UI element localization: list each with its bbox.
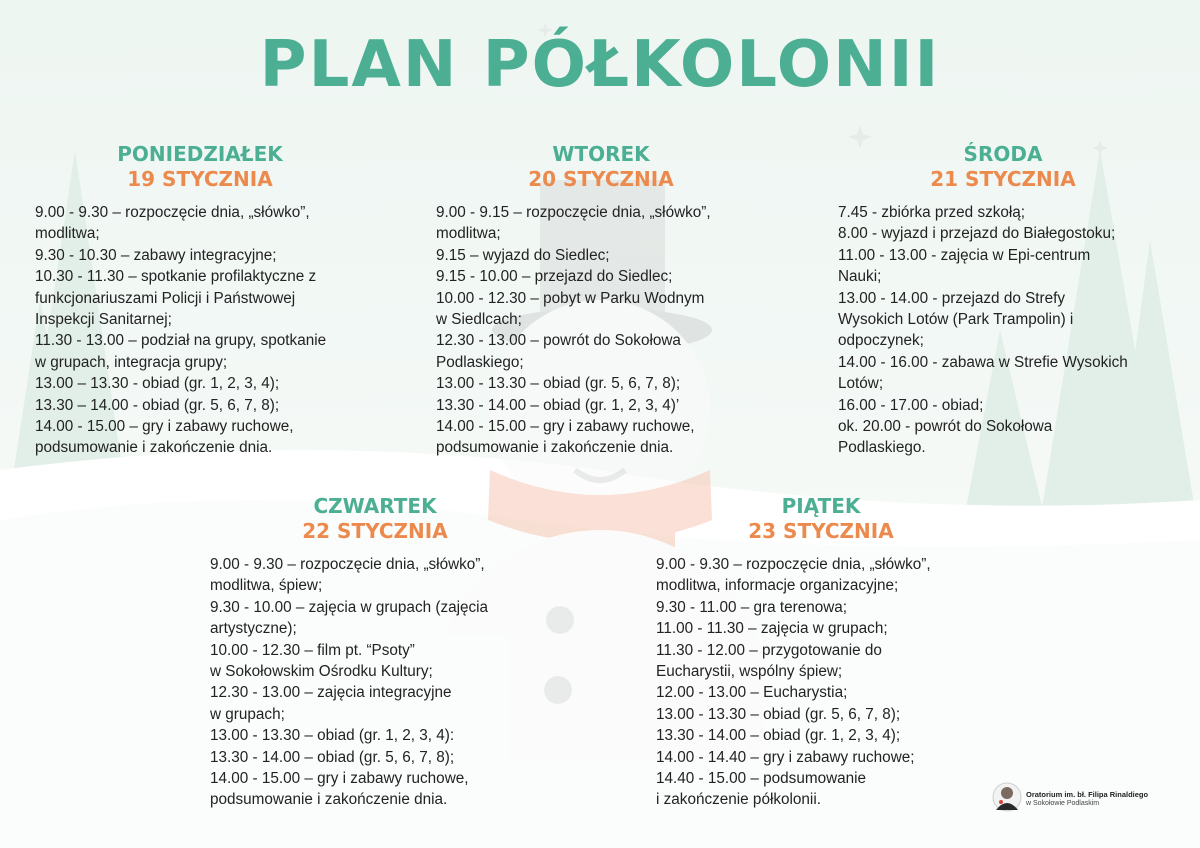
day-header (35, 142, 365, 192)
day-friday (656, 494, 986, 811)
schedule-list (436, 202, 766, 459)
day-date: 23 STYCZNIA (748, 519, 894, 543)
schedule-item: 14.00 - 15.00 – gry i zabawy ruchowe, podsumowanie i zakończenie dnia. (210, 770, 469, 809)
day-name: PIĄTEK (781, 494, 861, 518)
page-title: PLAN PÓŁKOLONII (259, 28, 941, 102)
schedule-item: 13.00 - 14.00 - przejazd do Strefy Wysokich Lotów (Park Trampolin) i odpoczynek; (838, 289, 1074, 350)
schedule-item: 9.00 - 9.15 – rozpoczęcie dnia, „słówko”, modlitwa; (436, 204, 711, 243)
oratorium-logo (992, 780, 1152, 820)
day-name: CZWARTEK (313, 494, 437, 518)
day-thursday (210, 494, 540, 811)
schedule-item: 9.30 - 10.30 – zabawy integracyjne; (35, 246, 277, 264)
schedule-item: 11.30 - 12.00 – przygotowanie do Eucharystii, wspólny śpiew; (656, 641, 882, 681)
schedule-item: 9.00 - 9.30 – rozpoczęcie dnia, „słówko”, modlitwa, informacje organizacyjne; (656, 556, 931, 595)
day-name: ŚRODA (963, 142, 1043, 166)
schedule-list (838, 202, 1168, 459)
schedule-item: 13.30 - 14.00 – obiad (gr. 1, 2, 3, 4); (656, 727, 901, 745)
schedule-item: 14.40 - 15.00 – podsumowanie i zakończenie półkolonii. (656, 770, 867, 809)
day-name: WTOREK (552, 142, 650, 166)
schedule-item: 14.00 - 15.00 – gry i zabawy ruchowe, podsumowanie i zakończenie dnia. (35, 418, 294, 457)
schedule-item: 11.00 - 11.30 – zajęcia w grupach; (656, 620, 888, 638)
schedule-item: 12.00 - 13.00 – Eucharystia; (656, 684, 848, 702)
day-date: 19 STYCZNIA (127, 167, 273, 191)
schedule-item: 12.30 - 13.00 – zajęcia integracyjne w grupach; (210, 684, 452, 723)
day-tuesday (436, 142, 766, 459)
schedule-item: 10.00 - 12.30 – film pt. “Psoty” w Sokołowskim Ośrodku Kultury; (210, 641, 433, 681)
schedule-item: 9.30 - 10.00 – zajęcia w grupach (zajęcia artystyczne); (210, 598, 489, 638)
day-date: 22 STYCZNIA (302, 519, 448, 543)
day-header (656, 494, 986, 544)
schedule-item: 9.15 - 10.00 – przejazd do Siedlec; (436, 268, 673, 286)
schedule-item: 8.00 - wyjazd i przejazd do Białegostoku; (838, 225, 1116, 243)
schedule-item: 13.30 – 14.00 - obiad (gr. 5, 6, 7, 8); (35, 396, 280, 414)
schedule-item: 10.00 - 12.30 – pobyt w Parku Wodnym w Siedlcach; (436, 289, 705, 329)
day-header (436, 142, 766, 192)
schedule-item: 11.00 - 13.00 - zajęcia w Epi-centrum Nauki; (838, 246, 1091, 286)
schedule-item: 13.00 - 13.30 – obiad (gr. 1, 2, 3, 4): (210, 727, 455, 745)
schedule-item: 10.30 - 11.30 – spotkanie profilaktyczne z funkcjonariuszami Policji i Państwowej Inspekcji Sanitarnej; (35, 268, 317, 329)
schedule-item: 13.00 - 13.30 – obiad (gr. 5, 6, 7, 8); (436, 375, 681, 393)
schedule-item: 13.00 – 13.30 - obiad (gr. 1, 2, 3, 4); (35, 375, 280, 393)
schedule-list (210, 554, 540, 811)
logo-line-1: Oratorium im. bł. Filipa Rinaldiego (1026, 790, 1149, 799)
day-header (838, 142, 1168, 192)
day-date: 21 STYCZNIA (930, 167, 1076, 191)
schedule-item: 13.30 - 14.00 – obiad (gr. 5, 6, 7, 8); (210, 748, 455, 766)
founder-portrait-icon (992, 782, 1022, 812)
schedule-item: 13.30 - 14.00 – obiad (gr. 1, 2, 3, 4)’ (436, 396, 680, 414)
schedule-item: 9.15 – wyjazd do Siedlec; (436, 246, 610, 264)
schedule-item: 9.00 - 9.30 – rozpoczęcie dnia, „słówko”, modlitwa; (35, 204, 310, 243)
schedule-item: ok. 20.00 - powrót do Sokołowa Podlaskiego. (838, 418, 1053, 457)
schedule-item: 14.00 - 14.40 – gry i zabawy ruchowe; (656, 748, 915, 766)
schedule-list (656, 554, 986, 811)
schedule-item: 16.00 - 17.00 - obiad; (838, 396, 984, 414)
schedule-item: 14.00 - 15.00 – gry i zabawy ruchowe, podsumowanie i zakończenie dnia. (436, 418, 695, 457)
schedule-item: 7.45 - zbiórka przed szkołą; (838, 204, 1026, 221)
schedule-item: 9.30 - 11.00 – gra terenowa; (656, 598, 848, 616)
day-monday (35, 142, 365, 459)
schedule-item: 14.00 - 16.00 - zabawa w Strefie Wysokich Lotów; (838, 353, 1128, 393)
day-name: PONIEDZIAŁEK (117, 142, 283, 166)
schedule-item: 9.00 - 9.30 – rozpoczęcie dnia, „słówko”, modlitwa, śpiew; (210, 556, 485, 595)
day-header (210, 494, 540, 544)
schedule-list (35, 202, 365, 459)
schedule-item: 13.00 - 13.30 – obiad (gr. 5, 6, 7, 8); (656, 705, 901, 723)
day-wednesday (838, 142, 1168, 459)
day-date: 20 STYCZNIA (528, 167, 674, 191)
schedule-item: 12.30 - 13.00 – powrót do Sokołowa Podlaskiego; (436, 332, 681, 371)
schedule-item: 11.30 - 13.00 – podział na grupy, spotkanie w grupach, integracja grupy; (35, 332, 327, 371)
logo-line-2: w Sokołowie Podlaskim (1026, 800, 1100, 807)
